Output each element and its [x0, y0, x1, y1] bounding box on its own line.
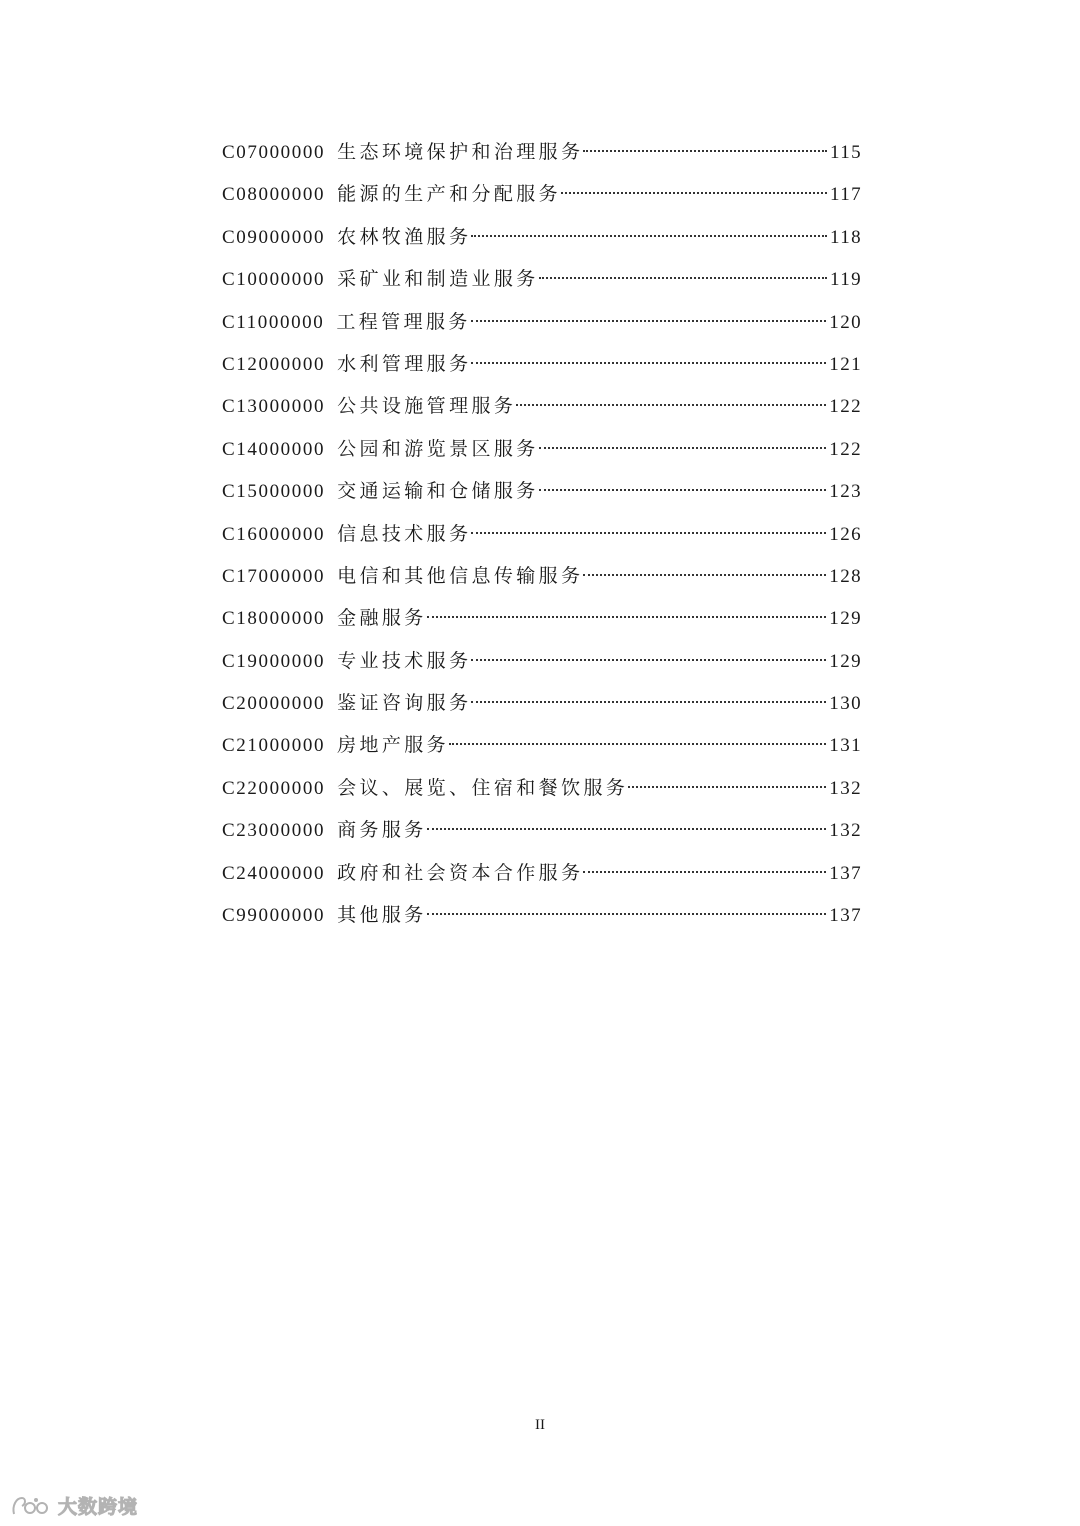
toc-entry-title: 工程管理服务	[336, 310, 471, 333]
toc-entry-page: 118	[830, 226, 862, 248]
toc-dot-leader	[583, 871, 826, 873]
toc-entry-code: C15000000	[222, 481, 326, 503]
toc-entry-page: 129	[829, 608, 862, 630]
toc-entry-code: C12000000	[222, 353, 326, 375]
brand-logo-icon	[10, 1494, 54, 1518]
toc-entry[interactable]	[222, 216, 862, 258]
toc-entry-title: 商务服务	[337, 819, 427, 842]
toc-entry-title: 交通运输和仓储服务	[337, 480, 539, 503]
toc-entry[interactable]	[222, 513, 862, 555]
toc-entry-page: 122	[829, 396, 862, 418]
toc-entry[interactable]	[222, 258, 862, 300]
toc-entry-page: 122	[829, 438, 862, 460]
toc-entry-page: 120	[829, 311, 862, 333]
toc-entry-page: 132	[829, 820, 862, 842]
toc-dot-leader	[628, 786, 826, 788]
toc-entry[interactable]	[222, 470, 862, 512]
toc-entry-code: C23000000	[222, 820, 326, 842]
toc-entry[interactable]	[222, 809, 862, 851]
toc-entry-code: C10000000	[222, 269, 326, 291]
toc-entry-code: C20000000	[222, 693, 326, 715]
toc-dot-leader	[471, 701, 826, 703]
toc-entry-title: 其他服务	[337, 904, 427, 927]
toc-entry-page: 132	[829, 777, 862, 799]
toc-entry-code: C22000000	[222, 777, 326, 799]
toc-entry-title: 房地产服务	[337, 734, 450, 757]
toc-dot-leader	[427, 913, 827, 915]
toc-dot-leader	[583, 150, 827, 152]
toc-entry-code: C09000000	[222, 226, 326, 248]
toc-dot-leader	[539, 489, 827, 491]
watermark-text: 大数跨境	[58, 1496, 139, 1518]
table-of-contents	[222, 131, 862, 936]
toc-dot-leader	[539, 277, 827, 279]
toc-entry[interactable]	[222, 682, 862, 724]
toc-dot-leader	[471, 659, 826, 661]
toc-dot-leader	[471, 320, 827, 322]
toc-entry-title: 采矿业和制造业服务	[337, 268, 539, 291]
toc-entry[interactable]	[222, 894, 862, 936]
toc-entry-title: 电信和其他信息传输服务	[337, 564, 584, 587]
toc-entry-page: 121	[829, 353, 862, 375]
toc-dot-leader	[471, 362, 826, 364]
toc-entry-code: C11000000	[222, 311, 325, 333]
toc-entry[interactable]	[222, 640, 862, 682]
toc-entry-code: C08000000	[222, 184, 326, 206]
toc-entry-page: 130	[829, 693, 862, 715]
toc-entry-page: 129	[829, 650, 862, 672]
toc-entry[interactable]	[222, 343, 862, 385]
toc-entry-title: 农林牧渔服务	[337, 225, 472, 248]
toc-entry[interactable]	[222, 428, 862, 470]
toc-entry-title: 公园和游览景区服务	[337, 437, 539, 460]
toc-entry[interactable]	[222, 385, 862, 427]
toc-entry-code: C13000000	[222, 396, 326, 418]
toc-entry-code: C14000000	[222, 438, 326, 460]
toc-entry-code: C18000000	[222, 608, 326, 630]
toc-dot-leader	[427, 616, 827, 618]
toc-entry-title: 公共设施管理服务	[337, 395, 517, 418]
toc-dot-leader	[539, 447, 827, 449]
toc-entry-page: 115	[830, 142, 862, 163]
page-number: II	[535, 1417, 545, 1433]
toc-dot-leader	[583, 574, 826, 576]
toc-entry-code: C99000000	[222, 905, 326, 927]
toc-entry[interactable]	[222, 767, 862, 809]
toc-entry-title: 鉴证咨询服务	[337, 692, 472, 715]
toc-entry-title: 生态环境保护和治理服务	[337, 141, 584, 163]
toc-entry-code: C16000000	[222, 523, 326, 545]
toc-entry[interactable]	[222, 131, 862, 173]
toc-entry-title: 水利管理服务	[337, 352, 472, 375]
toc-entry-code: C24000000	[222, 862, 326, 884]
watermark	[10, 1492, 138, 1519]
toc-entry-title: 专业技术服务	[337, 649, 472, 672]
toc-dot-leader	[471, 235, 827, 237]
toc-entry[interactable]	[222, 852, 862, 894]
toc-entry-page: 119	[830, 269, 862, 291]
toc-entry[interactable]	[222, 724, 862, 766]
toc-entry-page: 126	[829, 523, 862, 545]
toc-entry-title: 能源的生产和分配服务	[337, 183, 562, 206]
toc-entry-code: C17000000	[222, 565, 326, 587]
toc-entry[interactable]	[222, 555, 862, 597]
toc-dot-leader	[449, 743, 826, 745]
toc-entry-code: C19000000	[222, 650, 326, 672]
toc-entry-title: 金融服务	[337, 607, 427, 630]
toc-dot-leader	[561, 192, 827, 194]
toc-dot-leader	[516, 404, 826, 406]
toc-dot-leader	[471, 532, 826, 534]
toc-entry-code: C21000000	[222, 735, 326, 757]
toc-entry[interactable]	[222, 173, 862, 215]
toc-entry-code: C07000000	[222, 142, 326, 163]
toc-entry-page: 123	[829, 481, 862, 503]
toc-entry-page: 117	[830, 184, 862, 206]
toc-entry-title: 政府和社会资本合作服务	[337, 861, 584, 884]
toc-entry-page: 137	[829, 862, 862, 884]
toc-entry-page: 137	[829, 905, 862, 927]
toc-dot-leader	[427, 828, 827, 830]
toc-entry-page: 128	[829, 565, 862, 587]
toc-entry-title: 信息技术服务	[337, 522, 472, 545]
toc-entry-page: 131	[829, 735, 862, 757]
toc-entry-title: 会议、展览、住宿和餐饮服务	[337, 776, 629, 799]
toc-entry[interactable]	[222, 597, 862, 639]
toc-entry[interactable]	[222, 301, 862, 343]
